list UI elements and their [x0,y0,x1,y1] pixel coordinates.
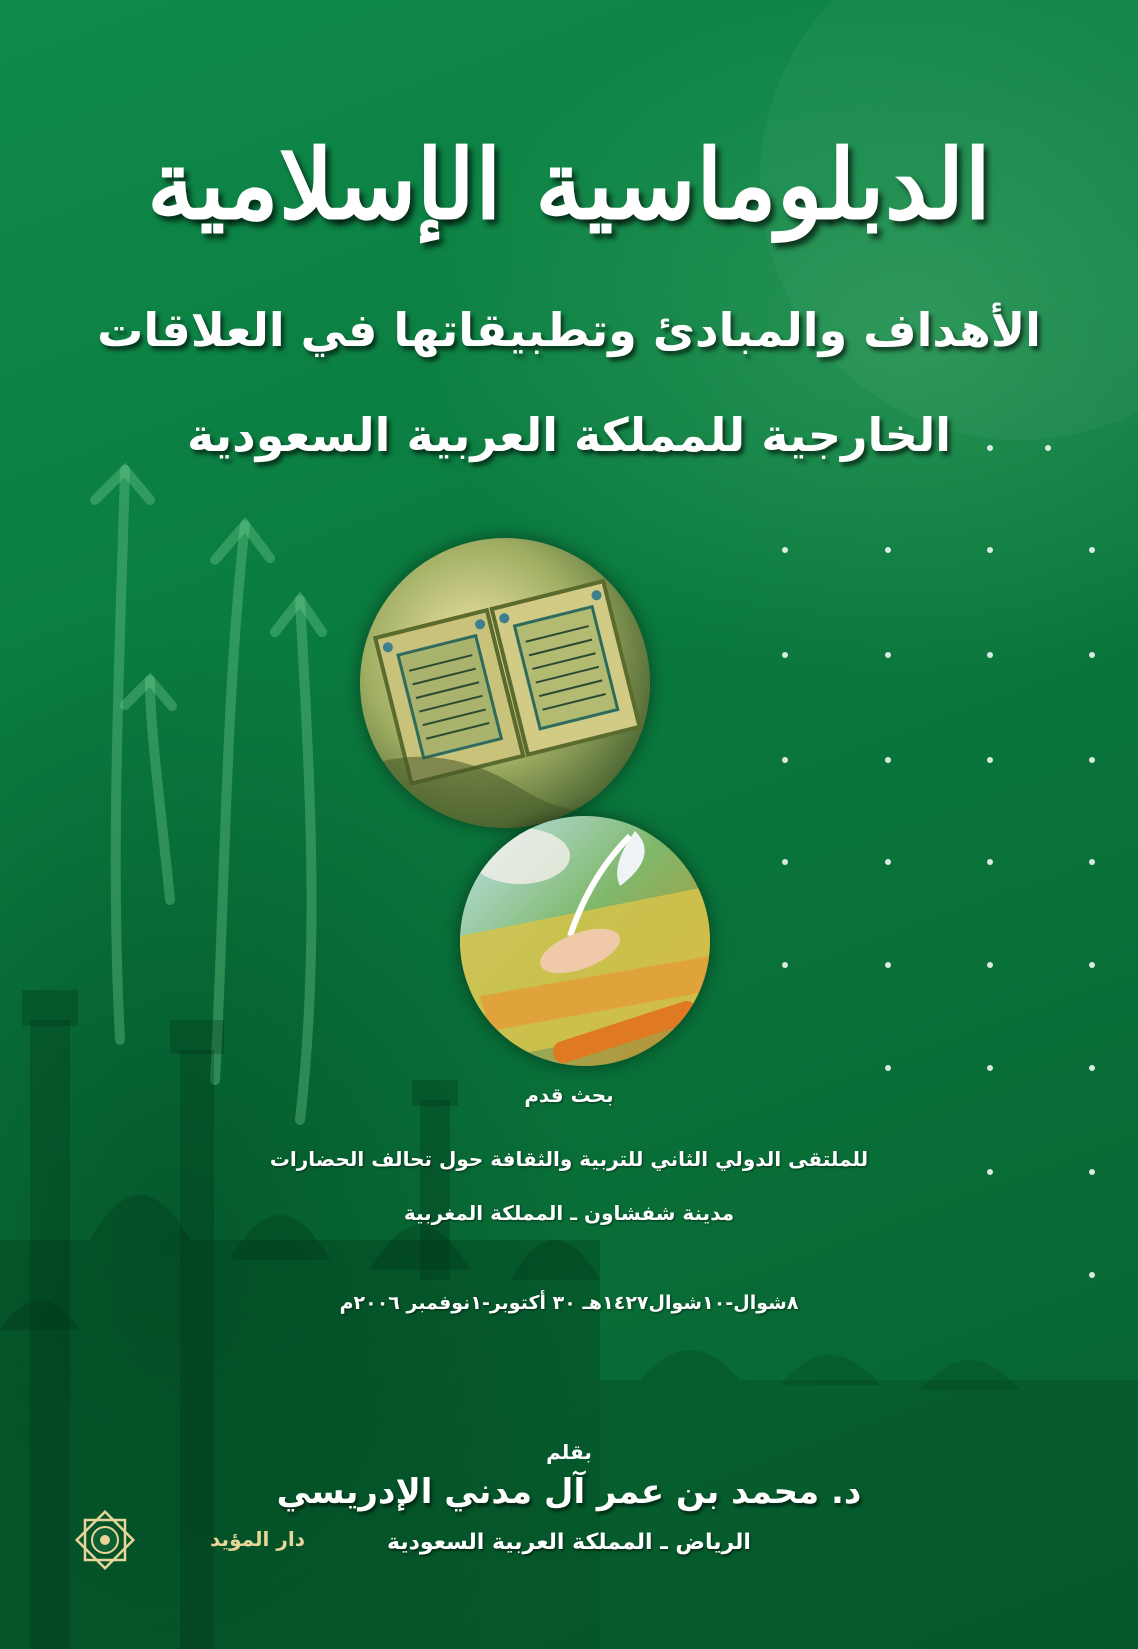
quran-manuscript-image [360,538,650,828]
author-name: د. محمد بن عمر آل مدني الإدريسي [276,1472,862,1512]
conference-name: للملتقى الدولي الثاني للتربية والثقافة حول تحالف الحضارات [269,1147,869,1171]
writing-hand-image [460,816,710,1066]
book-title: الدبلوماسية الإسلامية [146,128,992,241]
subtitle-line-1: الأهداف والمبادئ وتطبيقاتها في العلاقات [97,303,1041,357]
publisher-logo-icon [70,1505,140,1575]
presented-label: بحث قدم [524,1083,614,1107]
subtitle-line-2: الخارجية للمملكة العربية السعودية [187,408,951,462]
author-location: الرياض ـ المملكة العربية السعودية [387,1530,751,1555]
by-label: بقلم [546,1440,592,1464]
conference-venue: مدينة شفشاون ـ المملكة المغربية [403,1201,735,1225]
publisher-block [70,1505,310,1575]
publisher-name: دار المؤيد [210,1527,305,1551]
conference-dates: ٨شوال-١٠شوال١٤٢٧هـ ٣٠ أكتوبر-١نوفمبر ٢٠٠٦م [339,1292,799,1314]
